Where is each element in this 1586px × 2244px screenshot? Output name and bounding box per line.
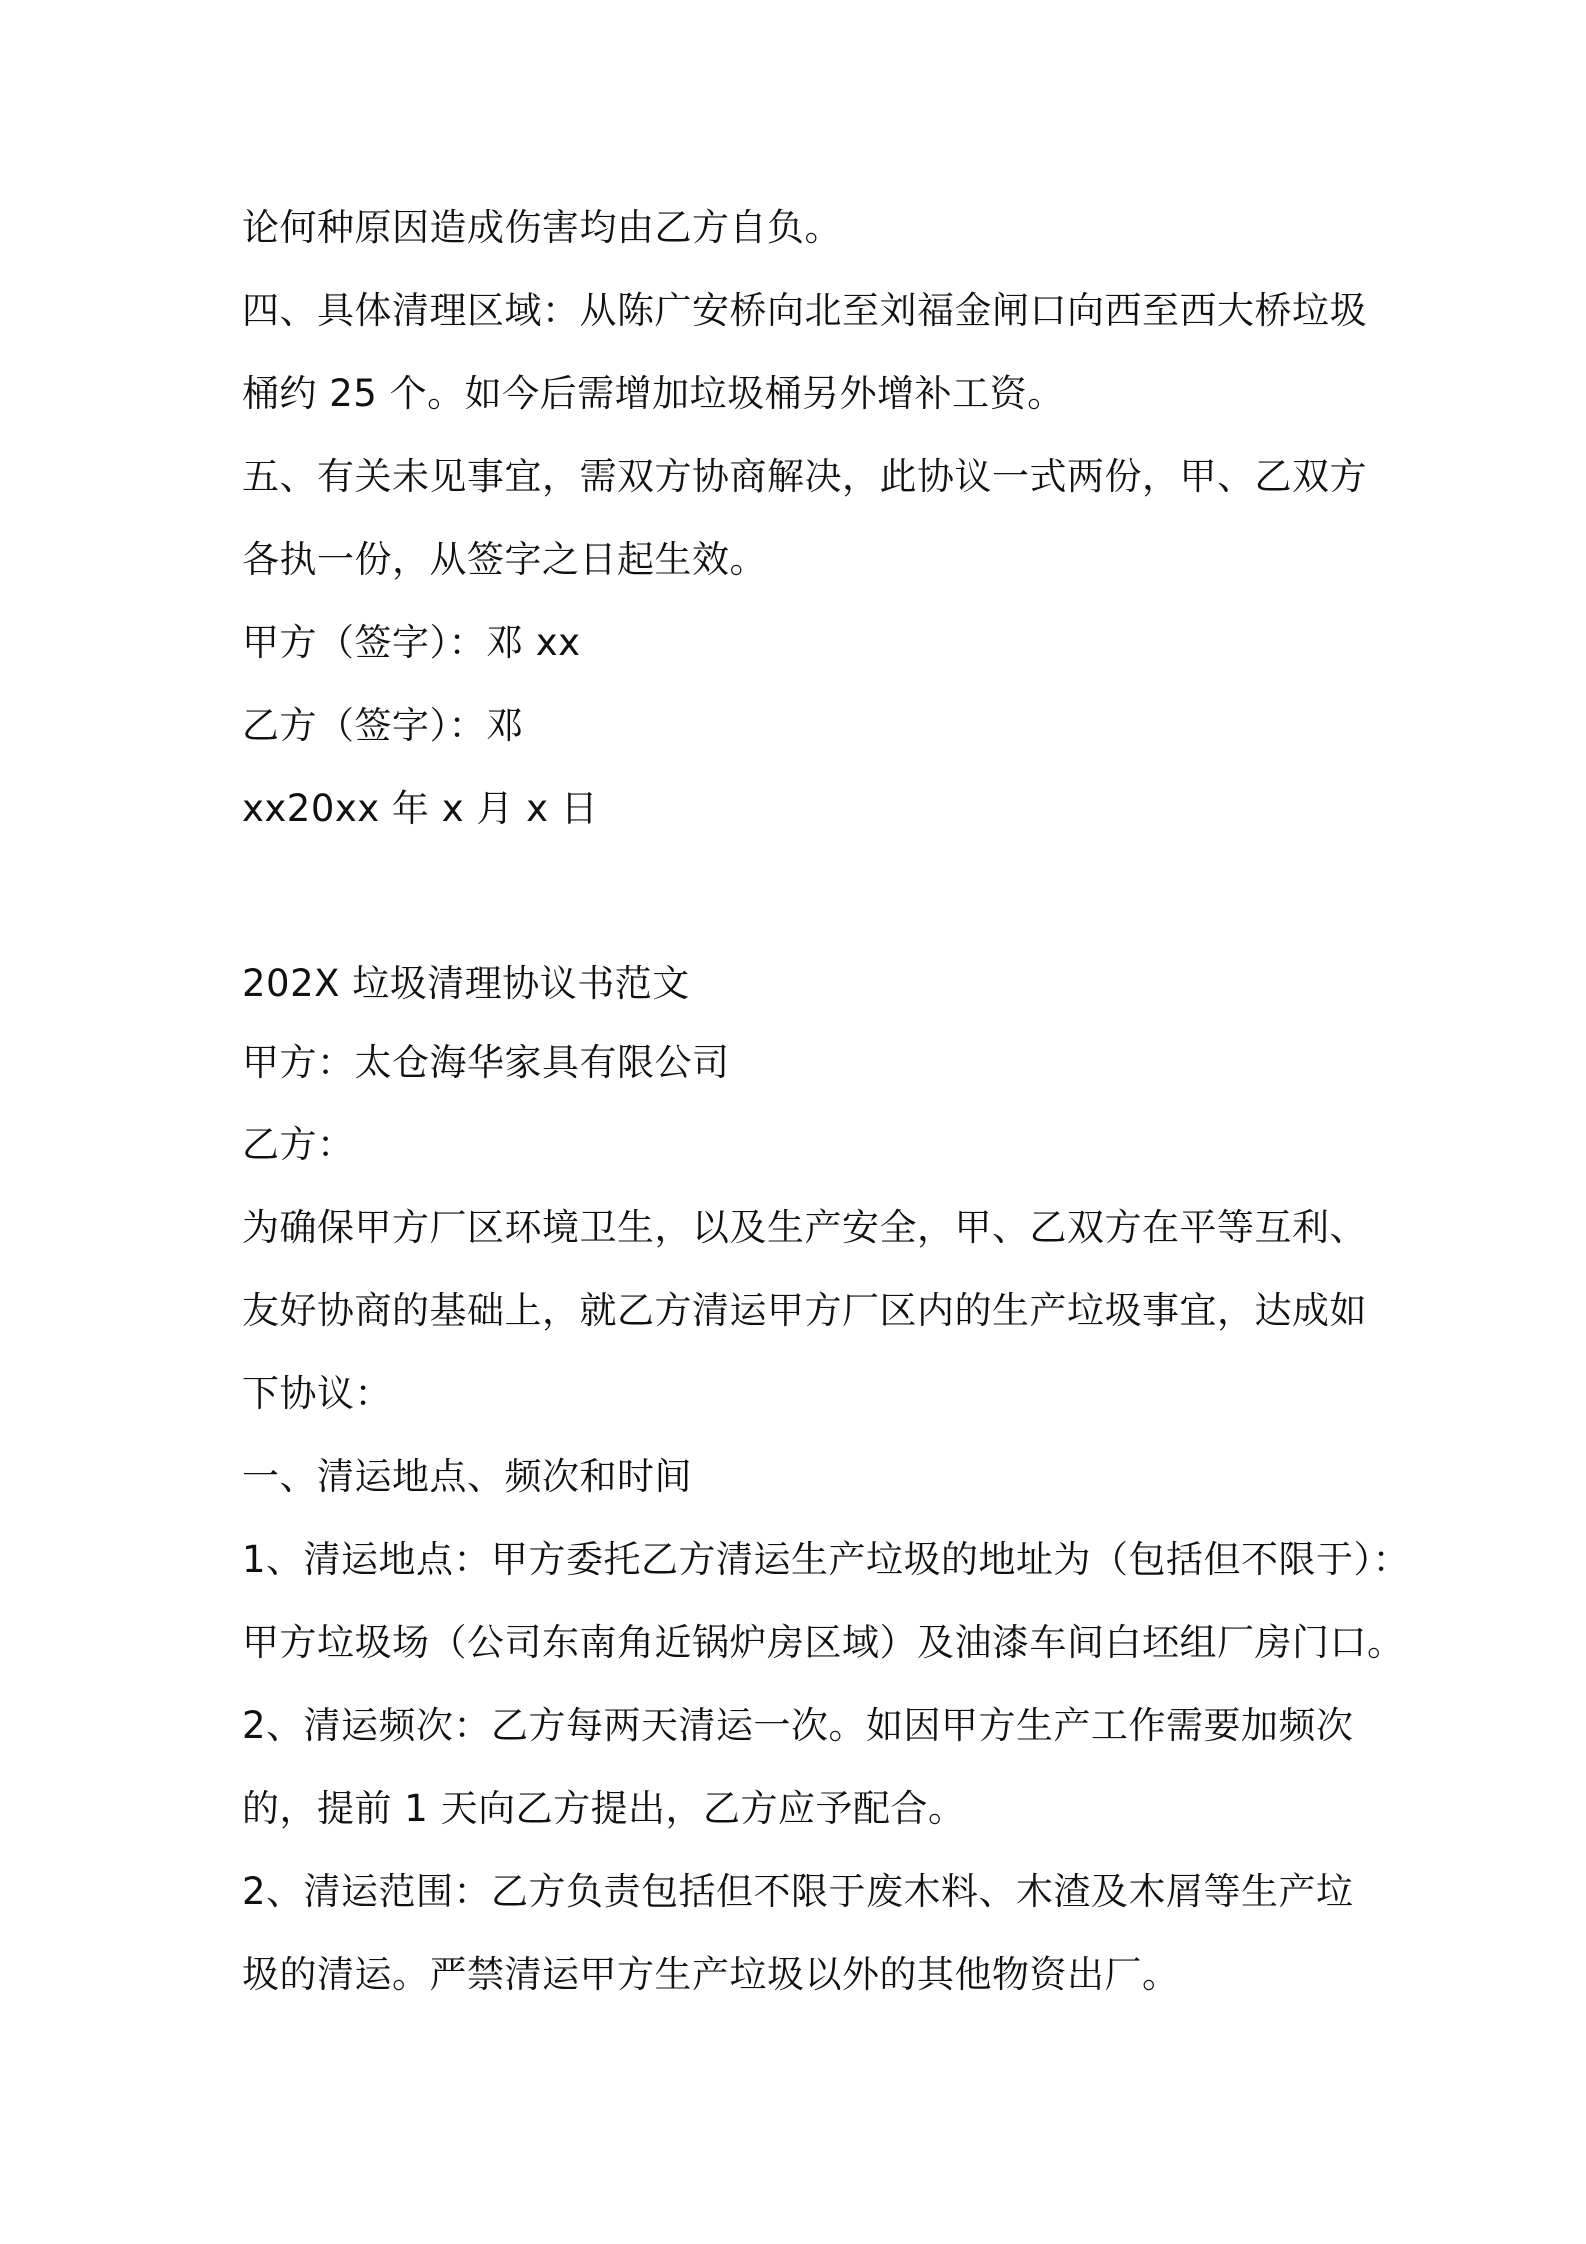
text-line-continuation: 论何种原因造成伤害均由乙方自负。: [242, 206, 842, 249]
preamble-line-2: 友好协商的基础上，就乙方清运甲方厂区内的生产垃圾事宜，达成如: [242, 1289, 1367, 1332]
item-frequency-line-1: 2、清运频次：乙方每两天清运一次。如因甲方生产工作需要加频次: [242, 1704, 1354, 1747]
preamble-line-3: 下协议：: [242, 1372, 392, 1415]
preamble-line-1: 为确保甲方厂区环境卫生，以及生产安全，甲、乙双方在平等互利、: [242, 1206, 1367, 1249]
clause-five-line-2: 各执一份，从签字之日起生效。: [242, 538, 767, 581]
signing-date: xx20xx 年 x 月 x 日: [242, 787, 599, 830]
item-scope-line-2: 圾的清运。严禁清运甲方生产垃圾以外的其他物资出厂。: [242, 1953, 1180, 1996]
party-b-signature: 乙方（签字）：邓: [242, 704, 524, 747]
document-title: 202X 垃圾清理协议书范文: [242, 962, 690, 1005]
item-scope-line-1: 2、清运范围：乙方负责包括但不限于废木料、木渣及木屑等生产垃: [242, 1870, 1354, 1913]
item-location-line-1: 1、清运地点：甲方委托乙方清运生产垃圾的地址为（包括但不限于）：: [242, 1538, 1411, 1581]
party-a-signature: 甲方（签字）：邓 xx: [242, 621, 581, 664]
item-frequency-line-2: 的，提前 1 天向乙方提出，乙方应予配合。: [242, 1787, 966, 1830]
clause-four-line-1: 四、具体清理区域：从陈广安桥向北至刘福金闸口向西至西大桥垃圾: [242, 289, 1367, 332]
clause-five-line-1: 五、有关未见事宜，需双方协商解决，此协议一式两份，甲、乙双方: [242, 455, 1367, 498]
section-one-heading: 一、清运地点、频次和时间: [242, 1455, 692, 1498]
party-b-name: 乙方：: [242, 1123, 355, 1166]
item-location-line-2: 甲方垃圾场（公司东南角近锅炉房区域）及油漆车间白坯组厂房门口。: [242, 1621, 1405, 1664]
clause-four-line-2: 桶约 25 个。如今后需增加垃圾桶另外增补工资。: [242, 372, 1065, 415]
party-a-name: 甲方：太仓海华家具有限公司: [242, 1041, 730, 1084]
